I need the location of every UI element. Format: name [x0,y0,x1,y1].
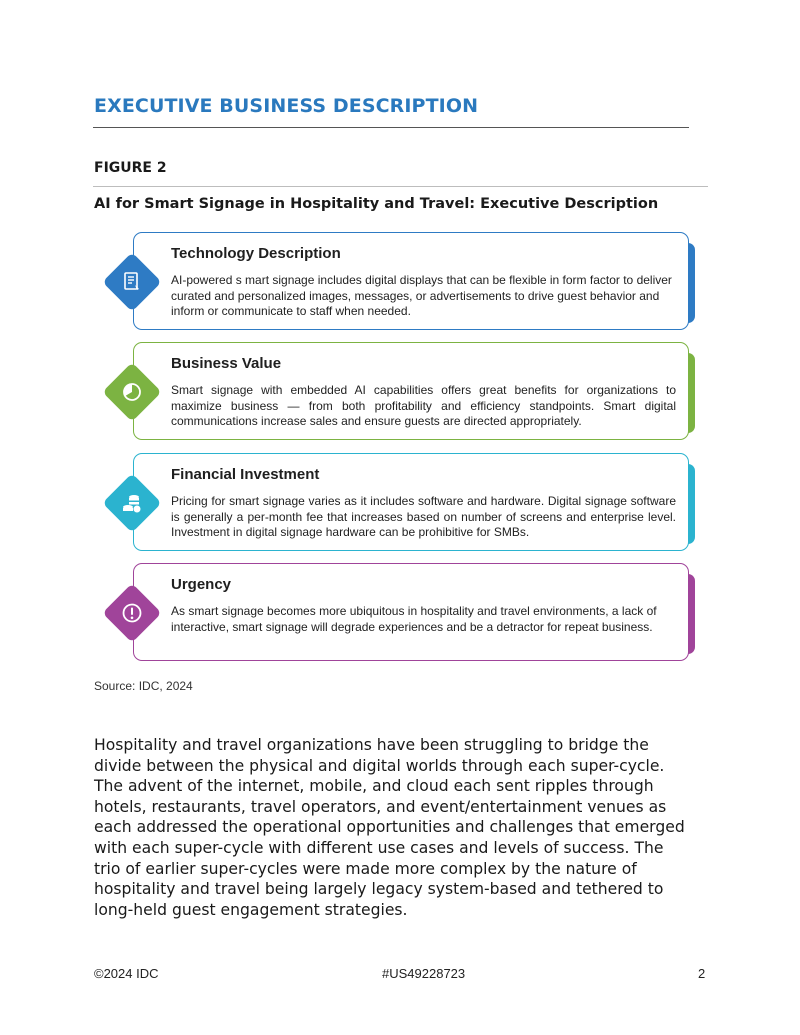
card-text: Smart signage with embedded AI capabilities offers great benefits for organizations to maximize business — from both profitability and efficiency standpoints. Smart digital communications increase sales and ensure guests are directed appropriately. [171,383,676,428]
figure-divider [93,186,708,187]
card-technology-description [133,232,689,330]
figure-label: FIGURE 2 [94,160,167,176]
card-title: Technology Description [171,245,341,262]
document-icon [116,266,148,298]
card-business-value [133,342,689,440]
pie-chart-icon [116,376,148,408]
card-text: As smart signage becomes more ubiquitous in hospitality and travel environments, a lack of interactive, smart signage will degrade experiences and be a detractor for repeat business. [171,604,657,634]
heading-divider [93,127,689,128]
card-financial-investment [133,453,689,551]
page-heading: EXECUTIVE BUSINESS DESCRIPTION [94,95,479,117]
card-title: Urgency [171,576,232,593]
figure-title: AI for Smart Signage in Hospitality and Travel: Executive Description [94,196,659,212]
card-text: Pricing for smart signage varies as it includes software and hardware. Digital signage software is generally a per-month fee that increases based on number of screens and enterprise level. Investment in digital signage hardware can be prohibitive for SMBs. [171,494,676,539]
footer-copyright: ©2024 IDC [94,966,159,981]
card-text: AI-powered s mart signage includes digital displays that can be flexible in form factor to deliver curated and personalized images, messages, or advertisements to drive guest behavior and inform or communicate to staff when needed. [171,273,672,318]
card-title: Financial Investment [171,466,320,483]
footer-page-number: 2 [698,966,706,981]
card-urgency [133,563,689,661]
card-title: Business Value [171,355,282,372]
figure-source: Source: IDC, 2024 [94,679,193,693]
body-paragraph: Hospitality and travel organizations have been struggling to bridge the divide between the physical and digital worlds through each super-cycle. The advent of the internet, mobile, and cloud each sent ripples through hotels, restaurants, travel operators, and event/entertainment venues as each addressed the operational opportunities and challenges that emerged with each super-cycle with different use cases and levels of success. The trio of earlier super-cycles were made more complex by the nature of hospitality and travel being largely legacy system-based and tethered to long-held guest engagement strategies. [94,736,685,919]
footer-doc-id: #US49228723 [382,966,466,981]
coins-icon [116,487,148,519]
alert-icon [116,597,148,629]
